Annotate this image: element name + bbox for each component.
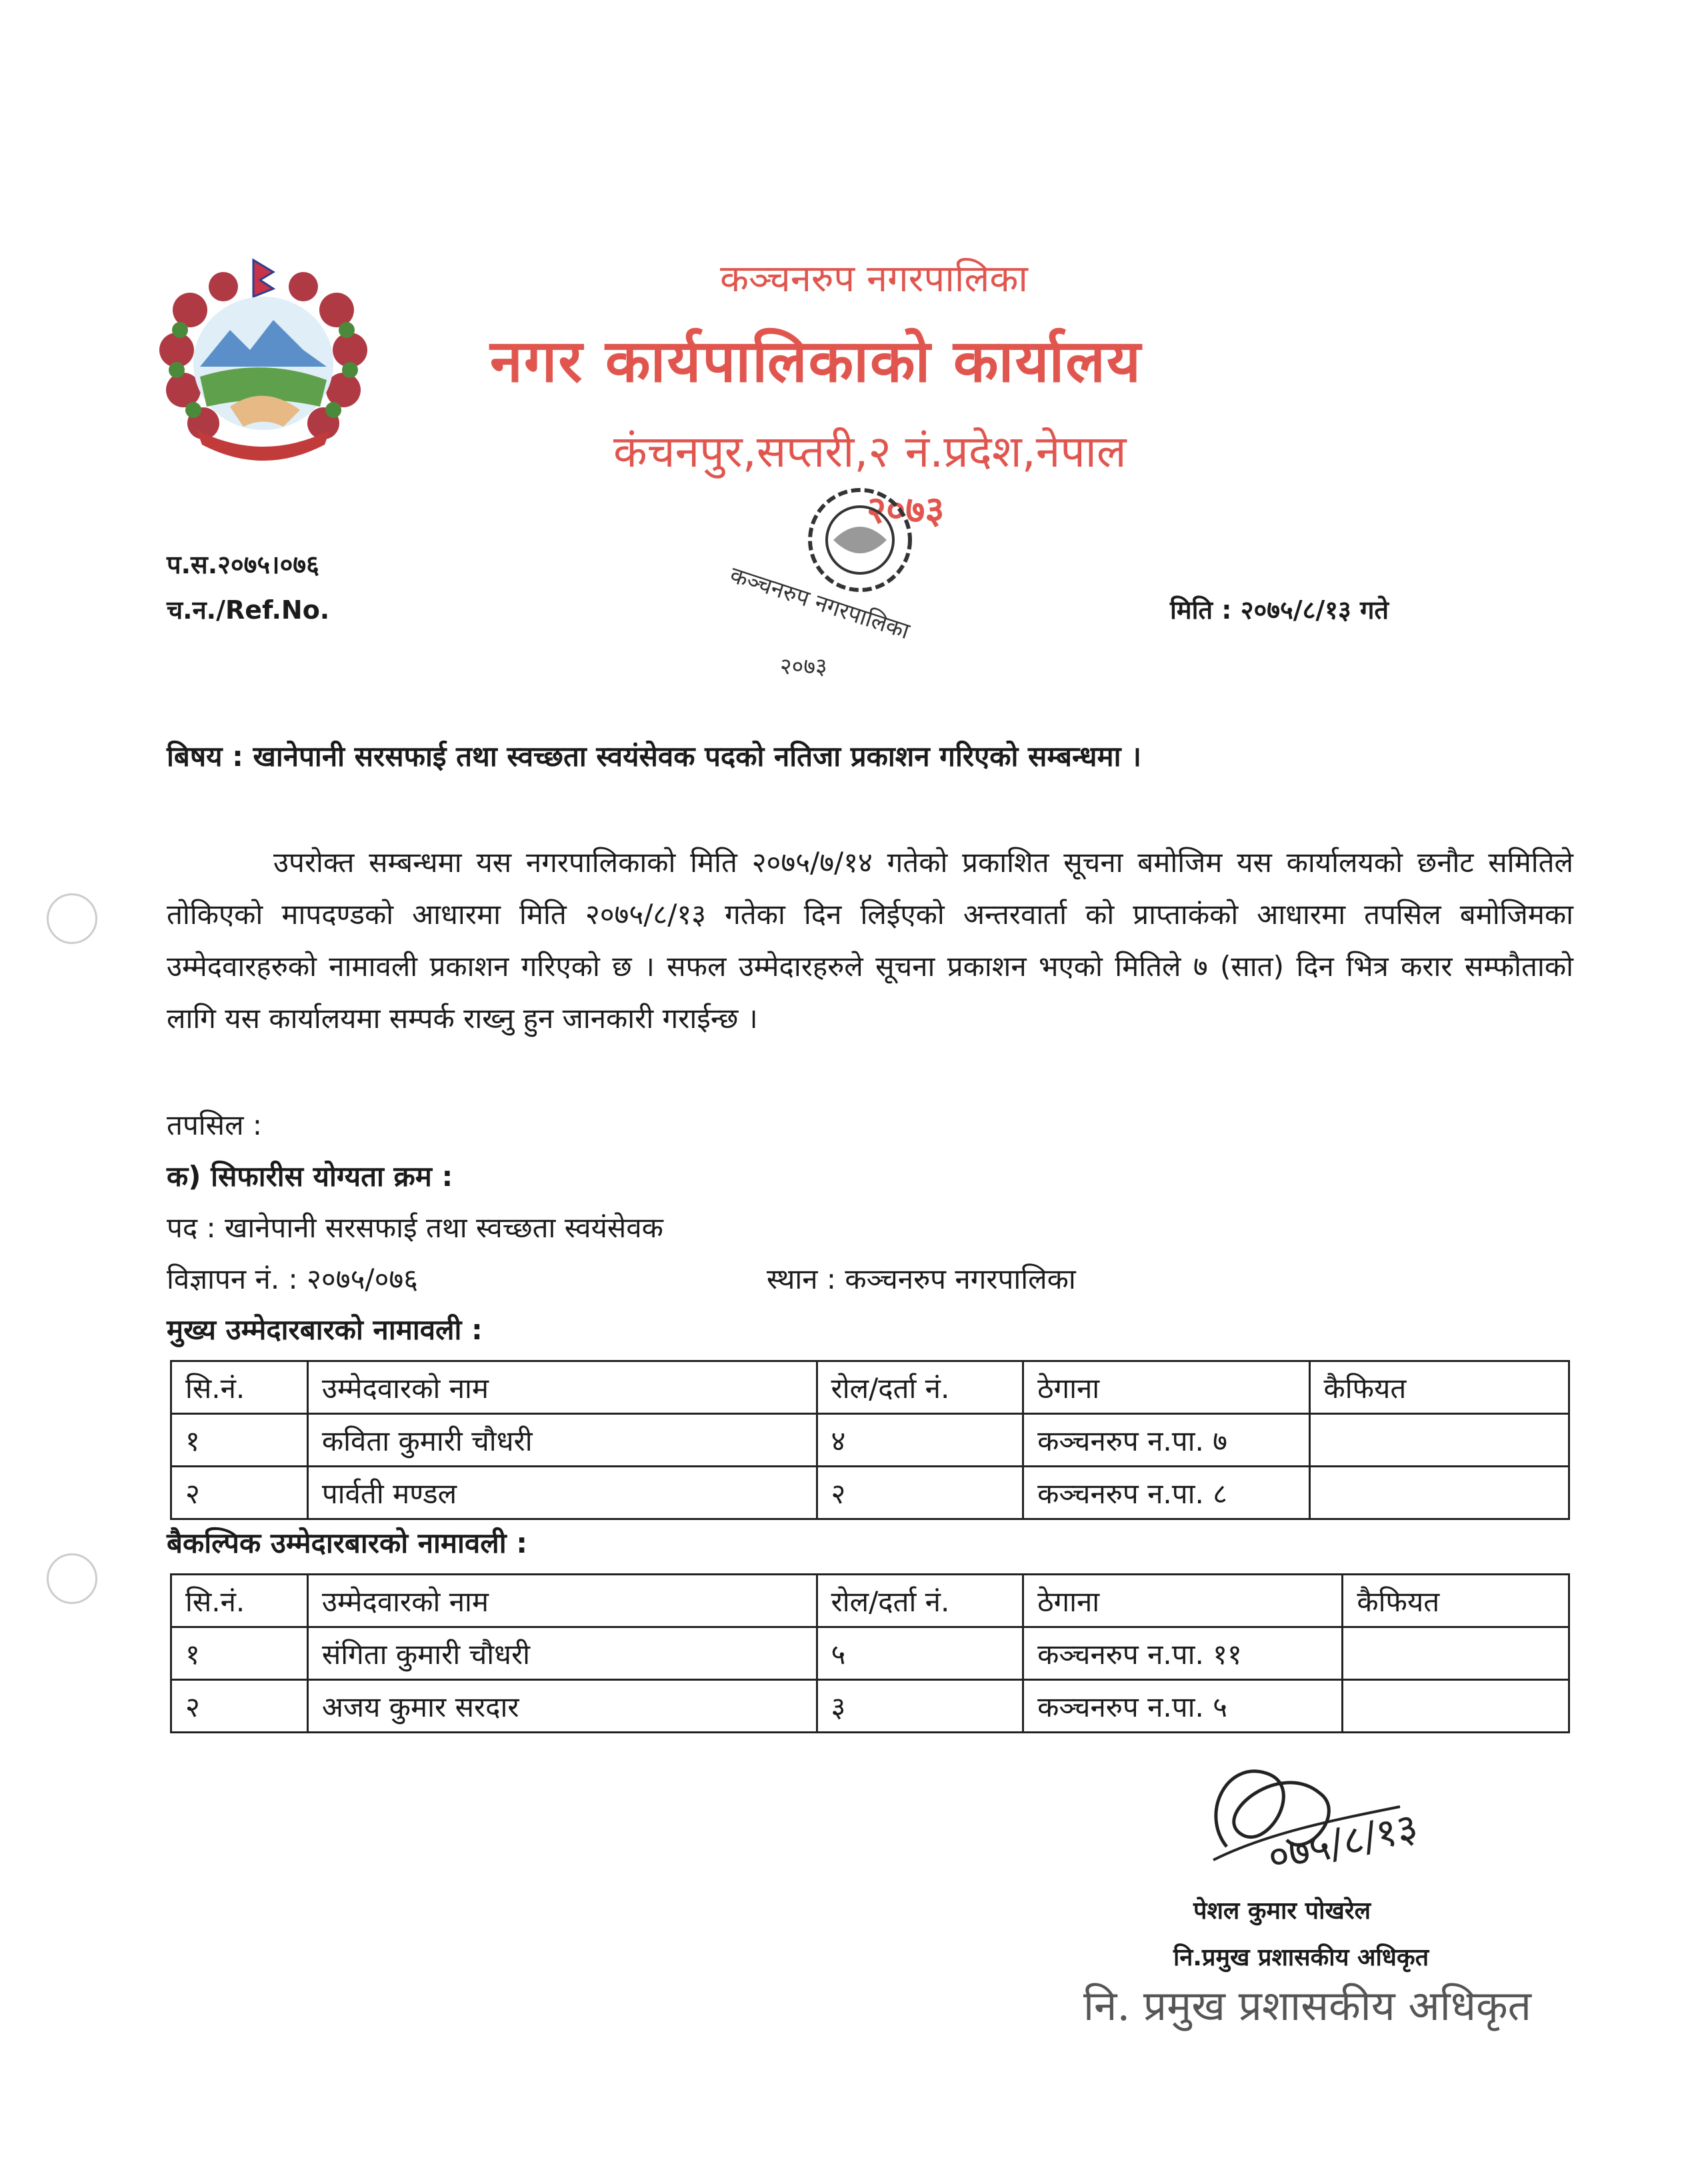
cell-roll: ४ [817, 1414, 1023, 1467]
cell-sn: २ [171, 1680, 308, 1733]
handwritten-date: ०७५/८/१३ [1263, 1804, 1423, 1881]
table-row [171, 1627, 1569, 1680]
place-line: स्थान : कञ्चनरुप नगरपालिका [767, 1263, 1076, 1295]
main-candidates-table [170, 1360, 1570, 1520]
table-row [171, 1680, 1569, 1733]
table-header-row [171, 1361, 1569, 1414]
body-text: उपरोक्त सम्बन्धमा यस नगरपालिकाको मिति २०७५/७/१४ गतेको प्रकाशित सूचना बमोजिम यस कार्यालयको छनौट समितिले तोकिएको मापदण्डको आधारमा मिति २०७५/८/१३ गतेका दिन लिईएको अन्तरवार्ता को प्राप्ताकंको आधारमा तपसिल बमोजिमका उम्मेदवारहरुको नामावली प्रकाशन गरिएको छ । सफल उम्मेदारहरुले सूचना प्रकाशन भएको मितिले ७ (सात) दिन भित्र करार सम्फौताको लागि यस कार्यालयमा सम्पर्क राख्नु हुन जानकारी गराईन्छ । [167, 846, 1573, 1035]
table-row [171, 1467, 1569, 1519]
table-header-row [171, 1575, 1569, 1627]
cell-roll: ५ [817, 1627, 1023, 1680]
alt-list-title: बैकल्पिक उम्मेदारबारको नामावली : [167, 1527, 528, 1559]
col-header-roll: रोल/दर्ता नं. [817, 1361, 1023, 1414]
cell-remarks [1309, 1414, 1569, 1467]
merit-heading: क) सिफारीस योग्यता क्रम : [167, 1160, 453, 1193]
col-header-sn: सि.नं. [171, 1361, 308, 1414]
cell-sn: १ [171, 1627, 308, 1680]
cell-address: कञ्चनरुप न.पा. ११ [1023, 1627, 1343, 1680]
letter-date: मिति : २०७५/८/१३ गते [1170, 595, 1389, 625]
post-line: पद : खानेपानी सरसफाई तथा स्वच्छता स्वयंसेवक [167, 1211, 663, 1244]
cell-remarks [1309, 1467, 1569, 1519]
signatory-stamp-title: नि. प्रमुख प्रशासकीय अधिकृत [1083, 1981, 1531, 2030]
cell-name: पार्वती मण्डल [307, 1467, 817, 1519]
cell-sn: १ [171, 1414, 308, 1467]
stamp-text: कञ्चनरुप नगरपालिका [727, 561, 913, 645]
tapasil-label: तपसिल : [167, 1109, 263, 1141]
col-header-remarks: कैफियत [1343, 1575, 1569, 1627]
nepal-emblem-icon [150, 250, 377, 470]
col-header-address: ठेगाना [1023, 1575, 1343, 1627]
cell-remarks [1343, 1680, 1569, 1733]
alternate-candidates-table [170, 1573, 1570, 1733]
main-list-title: मुख्य उम्मेदारबारको नामावली : [167, 1313, 483, 1346]
cell-address: कञ्चनरुप न.पा. ८ [1023, 1467, 1309, 1519]
cell-address: कञ्चनरुप न.पा. ५ [1023, 1680, 1343, 1733]
cell-remarks [1343, 1627, 1569, 1680]
punch-hole-top [47, 893, 97, 944]
table-row [171, 1414, 1569, 1467]
cell-sn: २ [171, 1467, 308, 1519]
col-header-name: उम्मेदवारको नाम [307, 1575, 817, 1627]
col-header-address: ठेगाना [1023, 1361, 1309, 1414]
col-header-sn: सि.नं. [171, 1575, 308, 1627]
ref-number: च.न./Ref.No. [167, 595, 330, 625]
fiscal-year: प.स.२०७५।०७६ [167, 550, 319, 579]
advert-number: विज्ञापन नं. : २०७५/०७६ [167, 1263, 419, 1295]
cell-name: कविता कुमारी चौधरी [307, 1414, 817, 1467]
col-header-roll: रोल/दर्ता नं. [817, 1575, 1023, 1627]
stamp-year: २०७३ [780, 653, 827, 680]
municipality-name: कञ्चनरुप नगरपालिका [720, 257, 1028, 301]
col-header-remarks: कैफियत [1309, 1361, 1569, 1414]
cell-roll: २ [817, 1467, 1023, 1519]
office-address: कंचनपुर,सप्तरी,२ नं.प्रदेश,नेपाल [613, 426, 1127, 477]
cell-name: अजय कुमार सरदार [307, 1680, 817, 1733]
office-title: नगर कार्यपालिकाको कार्यालय [490, 327, 1142, 395]
punch-hole-bottom [47, 1553, 97, 1604]
subject-line: बिषय : खानेपानी सरसफाई तथा स्वच्छता स्वयंसेवक पदको नतिजा प्रकाशन गरिएको सम्बन्धमा । [167, 740, 1142, 773]
cell-roll: ३ [817, 1680, 1023, 1733]
signatory-name: पेशल कुमार पोखरेल [1193, 1897, 1371, 1925]
header-year: २०७३ [867, 489, 945, 532]
cell-address: कञ्चनरुप न.पा. ७ [1023, 1414, 1309, 1467]
body-paragraph [167, 837, 1573, 1045]
col-header-name: उम्मेदवारको नाम [307, 1361, 817, 1414]
signatory-title: नि.प्रमुख प्रशासकीय अधिकृत [1173, 1944, 1429, 1971]
cell-name: संगिता कुमारी चौधरी [307, 1627, 817, 1680]
